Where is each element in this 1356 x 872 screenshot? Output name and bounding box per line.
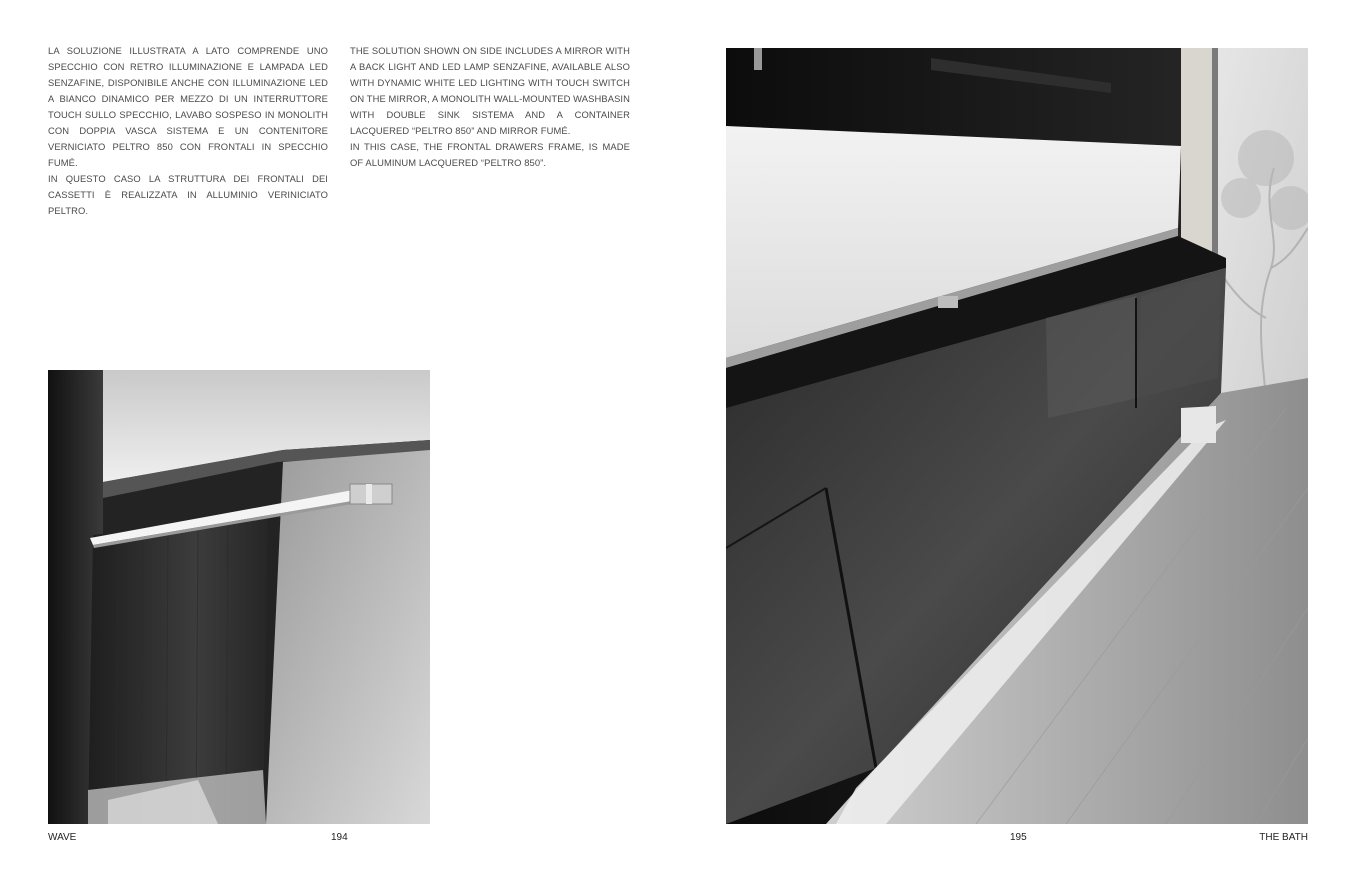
- footer-section-label: THE BATH: [1259, 832, 1308, 843]
- left-page-number: 194: [331, 832, 348, 843]
- italian-description: [48, 43, 328, 219]
- washbasin-cabinet-photo: [726, 48, 1308, 824]
- mirror-lamp-detail-photo: [48, 370, 430, 824]
- english-paragraph-1: THE SOLUTION SHOWN ON SIDE INCLUDES A MIRROR WITH A BACK LIGHT AND LED LAMP SENZAFINE, AVAILABLE ALSO WITH DYNAMIC WHITE LED LIGHTING WITH TOUCH SWITCH ON THE MIRROR, A MONOLITH WALL-MOUNTED WASHBASIN WITH DOUBLE SINK SISTEMA AND A CONTAINER LACQUERED “PELTRO 850” AND MIRROR FUMÉ.: [350, 45, 630, 136]
- english-paragraph-2: IN THIS CASE, THE FRONTAL DRAWERS FRAME, IS MADE OF ALUMINUM LACQUERED “PELTRO 850”.: [350, 141, 630, 168]
- italian-paragraph-2: IN QUESTO CASO LA STRUTTURA DEI FRONTALI DEI CASSETTI È REALIZZATA IN ALLUMINIO VERINICIATO PELTRO.: [48, 173, 328, 216]
- footer-collection-label: WAVE: [48, 832, 77, 843]
- right-page-number: 195: [1010, 832, 1027, 843]
- english-description: [350, 43, 630, 171]
- italian-paragraph-1: LA SOLUZIONE ILLUSTRATA A LATO COMPRENDE UNO SPECCHIO CON RETRO ILLUMINAZIONE E LAMPADA LED SENZAFINE, DISPONIBILE ANCHE CON ILLUMINAZIONE LED A BIANCO DINAMICO PER MEZZO DI UN INTERRUTTORE TOUCH SULLO SPECCHIO, LAVABO SOSPESO IN MONOLITH CON DOPPIA VASCA SISTEMA E UN CONTENITORE VERNICIATO PELTRO 850 CON FRONTALI IN SPECCHIO FUMÉ.: [48, 45, 328, 168]
